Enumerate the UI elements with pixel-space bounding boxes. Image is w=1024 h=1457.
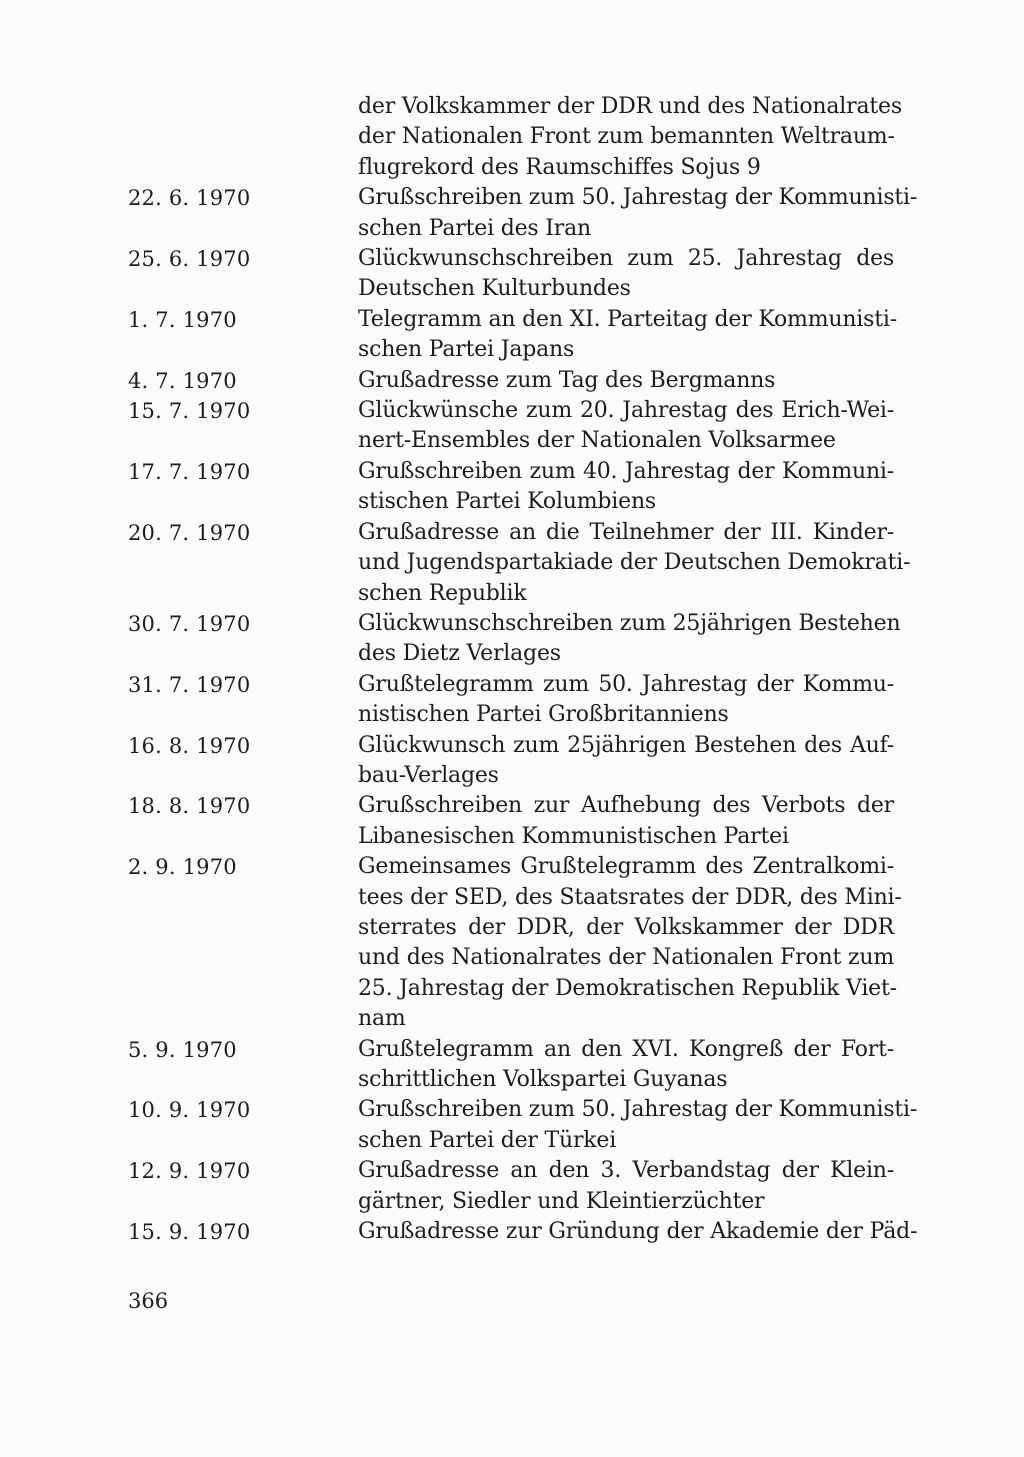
entry-text-line: und des Nationalrates der Nationalen Front zum — [358, 945, 894, 971]
entry-date: 10. 9. 1970 — [128, 1098, 251, 1123]
chronology-entry — [128, 244, 898, 305]
entry-text-line: gärtner, Siedler und Kleintierzüchter — [358, 1188, 765, 1214]
entry-text-line: nistischen Partei Großbritanniens — [358, 702, 729, 728]
entry-text — [358, 396, 894, 457]
entry-text-line: 25. Jahrestag der Demokratischen Republik Viet- — [358, 975, 897, 1001]
chronology-entry — [128, 1156, 898, 1217]
page-number: 366 — [128, 1289, 169, 1313]
entry-text-line: tees der SED, des Staatsrates der DDR, des Mini- — [358, 884, 902, 910]
entry-text-line: schen Partei der Türkei — [358, 1127, 617, 1153]
chronology-entry — [128, 457, 898, 518]
entry-text — [358, 791, 894, 852]
entry-text-line: und Jugendspartakiade der Deutschen Demokrati- — [358, 550, 911, 576]
entry-text-line: der Nationalen Front zum bemannten Weltraum- — [358, 124, 895, 150]
entry-date: 15. 9. 1970 — [128, 1220, 251, 1245]
entry-text-line: sterrates der DDR, der Volkskammer der DDR — [358, 914, 894, 940]
chronology-entry — [128, 791, 898, 852]
entry-date: 12. 9. 1970 — [128, 1159, 251, 1184]
entry-text — [358, 670, 894, 731]
entry-text-line: der Volkskammer der DDR und des Nationalrates — [358, 94, 902, 119]
entry-date: 25. 6. 1970 — [128, 247, 251, 272]
entry-text — [358, 92, 902, 183]
entry-text-line: schen Republik — [358, 580, 527, 606]
entry-date: 18. 8. 1970 — [128, 794, 251, 819]
chronology-entry — [128, 366, 898, 396]
entry-text — [358, 1156, 894, 1217]
entry-text-line: Deutschen Kulturbundes — [358, 276, 631, 302]
chronology-entry — [128, 852, 902, 1034]
entry-text — [358, 852, 902, 1034]
entry-text-line: Grußadresse an den 3. Verbandstag der Klein- — [358, 1158, 894, 1184]
entry-text — [358, 1217, 918, 1247]
entry-text-line: Grußschreiben zum 50. Jahrestag der Kommunisti- — [358, 1097, 918, 1123]
entry-text-line: Grußadresse zum Tag des Bergmanns — [358, 367, 776, 393]
entry-text-line: nam — [358, 1006, 406, 1032]
entry-date: 1. 7. 1970 — [128, 307, 237, 332]
entry-continuation — [128, 92, 902, 183]
chronology-entry — [128, 518, 911, 609]
entry-text-line: schen Partei des Iran — [358, 215, 591, 241]
entry-text — [358, 731, 894, 792]
entry-text-line: Glückwunsch zum 25jährigen Bestehen des Auf- — [358, 732, 894, 758]
chronology-entry — [128, 670, 898, 731]
entry-date: 16. 8. 1970 — [128, 733, 251, 758]
entry-text-line: schen Partei Japans — [358, 337, 575, 363]
chronology-entry — [128, 396, 898, 457]
entry-text — [358, 1095, 918, 1156]
chronology-entry — [128, 1217, 918, 1247]
chronology-entry — [128, 305, 898, 366]
entry-text-line: Grußadresse zur Gründung der Akademie der Päd- — [358, 1219, 918, 1245]
entry-text — [358, 609, 901, 670]
entry-text-line: Grußschreiben zum 40. Jahrestag der Kommuni- — [358, 458, 894, 484]
entry-text-line: stischen Partei Kolumbiens — [358, 489, 657, 515]
entry-text-line: Grußtelegramm zum 50. Jahrestag der Kommu- — [358, 671, 894, 697]
entry-text-line: Glückwunschschreiben zum 25jährigen Bestehen — [358, 610, 901, 636]
entry-text — [358, 366, 894, 396]
entry-text — [358, 244, 894, 305]
entry-date: 17. 7. 1970 — [128, 459, 251, 484]
entry-date: 2. 9. 1970 — [128, 855, 237, 880]
entry-text — [358, 518, 911, 609]
entry-text-line: flugrekord des Raumschiffes Sojus 9 — [358, 154, 761, 180]
entry-text-line: Libanesischen Kommunistischen Partei — [358, 823, 789, 849]
chronology-entry — [128, 183, 918, 244]
entry-text-line: Gemeinsames Grußtelegramm des Zentralkomi- — [358, 854, 894, 880]
entry-date: 22. 6. 1970 — [128, 186, 251, 211]
entry-text — [358, 1035, 894, 1096]
entry-date: 5. 9. 1970 — [128, 1037, 237, 1062]
entry-date: 31. 7. 1970 — [128, 672, 251, 697]
chronology-entry — [128, 609, 901, 670]
entry-text-line: Glückwunschschreiben zum 25. Jahrestag des — [358, 246, 894, 272]
entry-text-line: Telegramm an den XI. Parteitag der Kommunisti- — [358, 306, 897, 332]
entry-text-line: schrittlichen Volkspartei Guyanas — [358, 1067, 728, 1092]
entry-text-line: Grußtelegramm an den XVI. Kongreß der Fort- — [358, 1036, 894, 1062]
entry-text-line: des Dietz Verlages — [358, 641, 561, 667]
entry-text-line: bau-Verlages — [358, 762, 499, 788]
entry-text-line: Glückwünsche zum 20. Jahrestag des Erich-Wei- — [358, 398, 894, 424]
entry-text-line: Grußschreiben zum 50. Jahrestag der Kommunisti- — [358, 185, 918, 211]
chronology-entry — [128, 731, 898, 792]
entry-date: 15. 7. 1970 — [128, 399, 251, 424]
entry-date: 30. 7. 1970 — [128, 611, 251, 636]
entry-date: 4. 7. 1970 — [128, 368, 237, 393]
entry-text — [358, 305, 897, 366]
entry-text — [358, 457, 894, 518]
entry-text-line: nert-Ensembles der Nationalen Volksarmee — [358, 428, 836, 454]
chronology-entry — [128, 1035, 898, 1096]
entry-text — [358, 183, 918, 244]
entry-date: 20. 7. 1970 — [128, 520, 251, 545]
entry-text-line: Grußadresse an die Teilnehmer der III. Kinder- — [358, 519, 894, 545]
chronology-entry — [128, 1095, 918, 1156]
chronology-list — [128, 92, 918, 1247]
entry-text-line: Grußschreiben zur Aufhebung des Verbots der — [358, 793, 894, 819]
